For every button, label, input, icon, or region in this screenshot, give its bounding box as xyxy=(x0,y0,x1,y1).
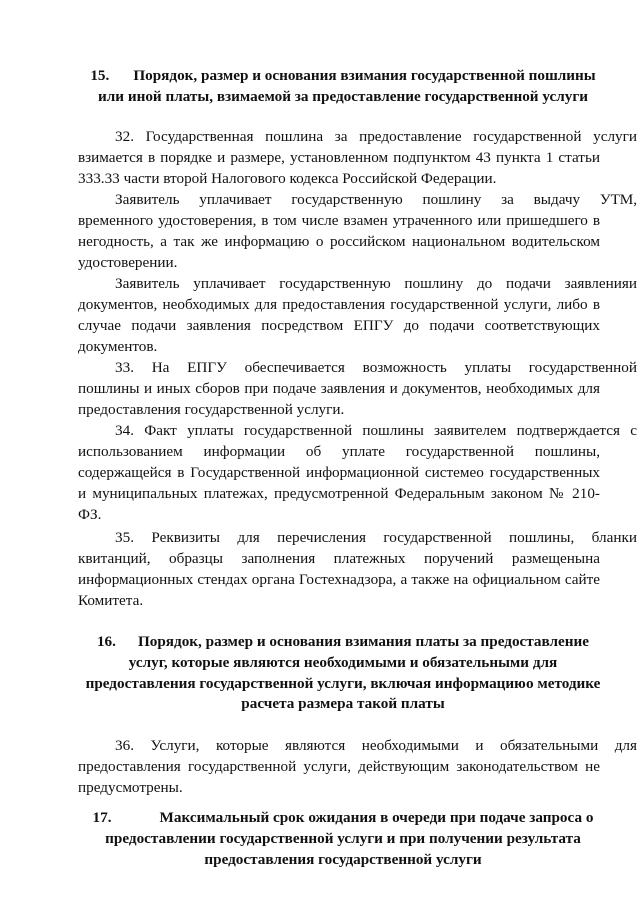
section-17-number: 17. xyxy=(92,809,112,826)
paragraph-line: 34. Факт уплаты государственной пошлины заявителем подтверждается с xyxy=(115,422,637,439)
paragraph-line: ФЗ. xyxy=(78,506,102,523)
paragraph-line: документов, необходимых для предоставления государственной услуги, либо в xyxy=(78,296,600,313)
paragraph-line: негодность, а так же информацию о российском национальном водительском xyxy=(78,233,600,250)
paragraph-line: 35. Реквизиты для перечисления государственной пошлины, бланки xyxy=(115,529,637,546)
paragraph-line: 36. Услуги, которые являются необходимыми и обязательными для xyxy=(115,737,637,754)
paragraph-line: использованием информации об уплате государственной пошлины, xyxy=(78,443,600,460)
section-15-title-line-2: или иной платы, взимаемой за предоставление государственной услуги xyxy=(98,87,588,105)
section-15-title-line-1: 15. Порядок, размер и основания взимания государственной пошлины xyxy=(78,66,608,87)
paragraph-line: пошлины и иных сборов при подаче заявления и документов, необходимых для xyxy=(78,380,600,397)
paragraph-line: предусмотрены. xyxy=(78,779,183,796)
section-17-title-line-1: 17. Максимальный срок ожидания в очереди при подаче запроса о xyxy=(78,808,608,829)
paragraph-line: Заявитель уплачивает государственную пошлину за выдачу УТМ, xyxy=(115,191,637,208)
paragraph-line: случае подачи заявления посредством ЕПГУ до подачи соответствующих xyxy=(78,317,600,334)
section-16-title-line-2: услуг, которые являются необходимыми и обязательными для xyxy=(128,653,558,671)
section-16-number: 16. xyxy=(96,633,116,650)
paragraph-line: взимается в порядке и размере, установленном подпунктом 43 пункта 1 статьи xyxy=(78,149,600,166)
section-17-title-line-3: предоставления государственной услуги xyxy=(204,850,482,868)
paragraph-line: содержащейся в Государственной информационной системео государственных xyxy=(78,464,600,481)
paragraph-line: временного удостоверения, в том числе взамен утраченного или пришедшего в xyxy=(78,212,600,229)
paragraph-line: Заявитель уплачивает государственную пошлину до подачи заявленияи xyxy=(115,275,637,292)
section-15-number: 15. xyxy=(90,67,110,84)
paragraph-line: документов. xyxy=(78,338,158,355)
section-16-title-line-3: предоставления государственной услуги, включая информациюо методике xyxy=(85,674,601,692)
paragraph-line: квитанций, образцы заполнения платежных поручений размещенына xyxy=(78,550,600,567)
section-15-heading xyxy=(78,66,608,108)
section-16-title-line-4: расчета размера такой платы xyxy=(241,695,445,713)
paragraph-line: предоставления государственной услуги. xyxy=(78,401,345,418)
paragraph-line: предоставления государственной услуги, действующим законодательством не xyxy=(78,758,600,775)
paragraph-line: 333.33 части второй Налогового кодекса Российской Федерации. xyxy=(78,170,497,187)
paragraph-line: и муниципальных платежах, предусмотренной Федеральным законом № 210- xyxy=(78,485,600,502)
paragraph-line: информационных стендах органа Гостехнадзора, а также на официальном сайте xyxy=(78,571,600,588)
paragraph-line: 33. На ЕПГУ обеспечивается возможность уплаты государственной xyxy=(115,359,637,376)
section-16-heading xyxy=(78,632,608,715)
paragraph-line: Комитета. xyxy=(78,592,144,609)
paragraph-line: удостоверении. xyxy=(78,254,178,271)
section-16-title-line-1: 16. Порядок, размер и основания взимания платы за предоставление xyxy=(78,632,608,653)
section-17-heading xyxy=(78,808,608,870)
paragraph-line: 32. Государственная пошлина за предоставление государственной услуги xyxy=(115,128,637,145)
section-17-title-line-2: предоставлении государственной услуги и при получении результата xyxy=(105,829,581,847)
